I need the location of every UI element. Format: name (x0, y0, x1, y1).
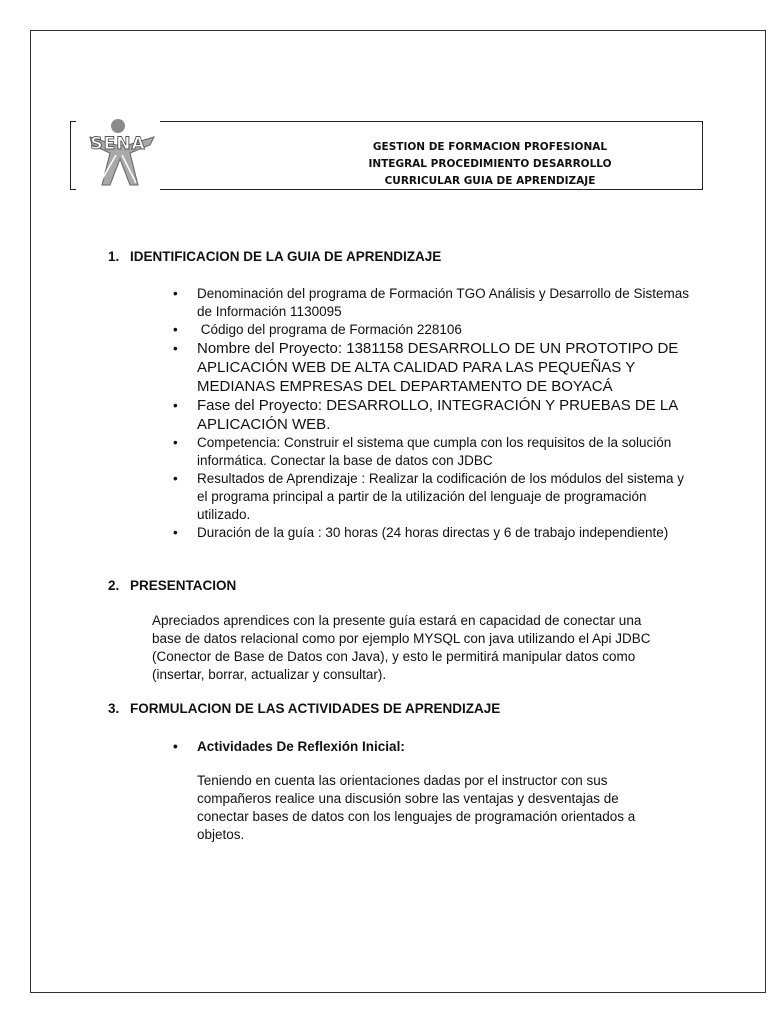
section-heading-presentacion (108, 578, 236, 594)
header-title-line: INTEGRAL PROCEDIMIENTO DESARROLLO (368, 158, 612, 170)
list-item: • Duración de la guía : 30 horas (24 horas directas y 6 de trabajo independiente) (173, 524, 693, 542)
section-number: 1. (108, 249, 120, 264)
section-number: 2. (108, 578, 120, 593)
sena-logo (76, 115, 160, 191)
list-item: • Nombre del Proyecto: 1381158 DESARROLLO DE UN PROTOTIPO DE APLICACIÓN WEB DE ALTA CALIDAD PARA LAS PEQUEÑAS Y MEDIANAS EMPRESAS DEL DEPARTAMENTO DE BOYACÁ (173, 339, 693, 396)
reflexion-subheading: • Actividades De Reflexión Inicial: (173, 738, 717, 756)
identificacion-list (173, 285, 693, 542)
section-heading-formulacion (108, 701, 500, 717)
logo-text: SENA (90, 134, 146, 154)
header-title-line: GESTION DE FORMACION PROFESIONAL (372, 141, 608, 153)
list-item: • Fase del Proyecto: DESARROLLO, INTEGRACIÓN Y PRUEBAS DE LA APLICACIÓN WEB. (173, 396, 693, 434)
list-item: • Código del programa de Formación 228106 (173, 321, 693, 339)
section-title: IDENTIFICACION DE LA GUIA DE APRENDIZAJE (130, 249, 442, 264)
section-number: 3. (108, 701, 120, 716)
list-item: • Competencia: Construir el sistema que cumpla con los requisitos de la solución informática. Conectar la base de datos con JDBC (173, 434, 693, 470)
list-item: • Resultados de Aprendizaje : Realizar la codificación de los módulos del sistema y el programa principal a partir de la utilización del lenguaje de programación utilizado. (173, 470, 693, 524)
presentacion-paragraph: Apreciados aprendices con la presente guía estará en capacidad de conectar una base de datos relacional como por ejemplo MYSQL con java utilizando el Api JDBC (Conector de Base de Datos con Java), y esto le permitirá manipular datos como (insertar, borrar, actualizar y consultar). (152, 613, 651, 682)
list-item: • Denominación del programa de Formación TGO Análisis y Desarrollo de Sistemas de Información 1130095 (173, 285, 693, 321)
header-title (300, 139, 680, 190)
reflexion-paragraph: Teniendo en cuenta las orientaciones dadas por el instructor con sus compañeros realice una discusión sobre las ventajas y desventajas de conectar bases de datos con los lenguajes de programación orientados a objetos. (197, 773, 636, 842)
section-heading-identificacion (108, 249, 441, 265)
section-title: PRESENTACION (130, 578, 237, 593)
header-title-line: CURRICULAR GUIA DE APRENDIZAJE (384, 175, 596, 187)
section-title: FORMULACION DE LAS ACTIVIDADES DE APRENDIZAJE (130, 701, 501, 716)
